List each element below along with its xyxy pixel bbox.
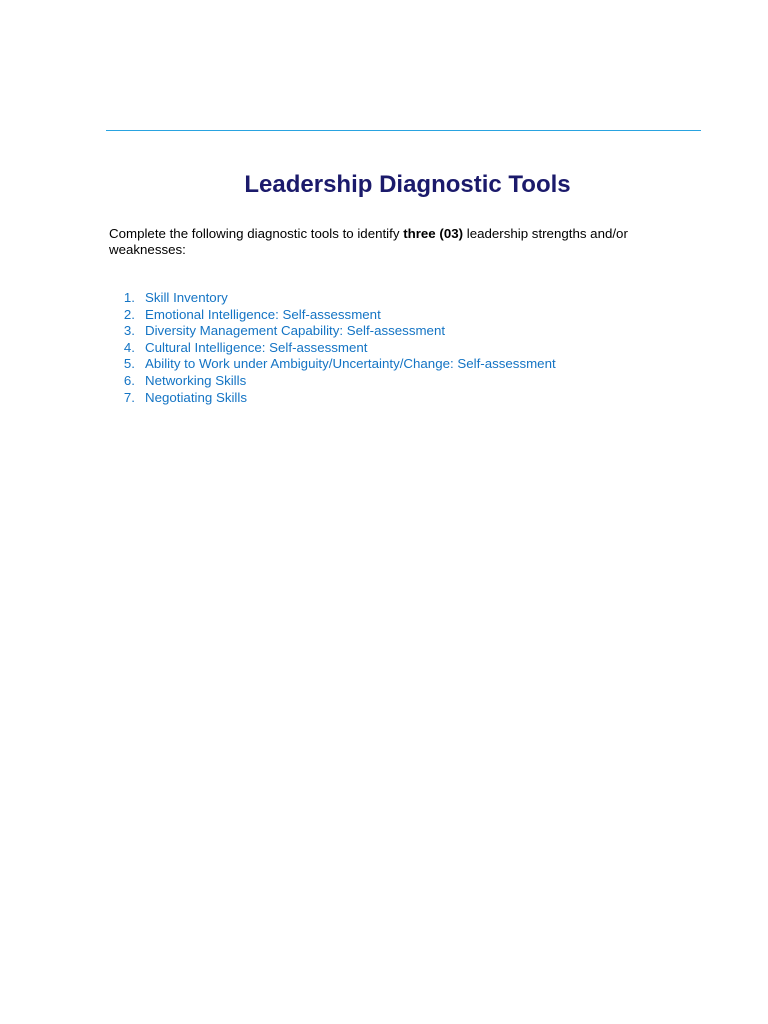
list-item-ambiguity	[109, 356, 556, 373]
list-item-number: 3.	[123, 323, 135, 339]
list-item-number: 4.	[123, 339, 135, 355]
list-item-label[interactable]: Skill Inventory	[145, 290, 228, 305]
list-item-label[interactable]: Negotiating Skills	[145, 389, 247, 405]
list-item-number: 5.	[123, 356, 135, 372]
list-item-number: 6.	[123, 372, 135, 388]
list-item-skill-inventory	[109, 290, 556, 307]
diagnostic-tools-list	[109, 290, 556, 406]
intro-text-end: leadership strengths and/or weaknesses:	[109, 226, 628, 257]
intro-paragraph	[109, 226, 649, 257]
list-item-number: 1.	[123, 290, 135, 305]
list-item-emotional-intelligence	[109, 307, 556, 324]
header-rule	[106, 130, 701, 131]
list-item-label[interactable]: Ability to Work under Ambiguity/Uncertainty/Change: Self-assessment	[145, 356, 556, 372]
intro-text-start: Complete the following diagnostic tools to identify	[109, 226, 404, 241]
list-item-label[interactable]: Diversity Management Capability: Self-assessment	[145, 323, 446, 339]
list-item-number: 2.	[123, 306, 135, 322]
page-title: Leadership Diagnostic Tools	[244, 171, 571, 198]
list-item-cultural-intelligence	[109, 340, 556, 357]
list-item-negotiating-skills	[109, 390, 556, 407]
list-item-label[interactable]: Emotional Intelligence: Self-assessment	[145, 306, 381, 322]
list-item-label[interactable]: Cultural Intelligence: Self-assessment	[145, 339, 368, 355]
list-item-diversity-management	[109, 323, 556, 340]
list-item-number: 7.	[123, 389, 135, 405]
intro-emphasis: three (03)	[403, 226, 464, 241]
list-item-networking-skills	[109, 373, 556, 390]
list-item-label[interactable]: Networking Skills	[145, 372, 247, 388]
